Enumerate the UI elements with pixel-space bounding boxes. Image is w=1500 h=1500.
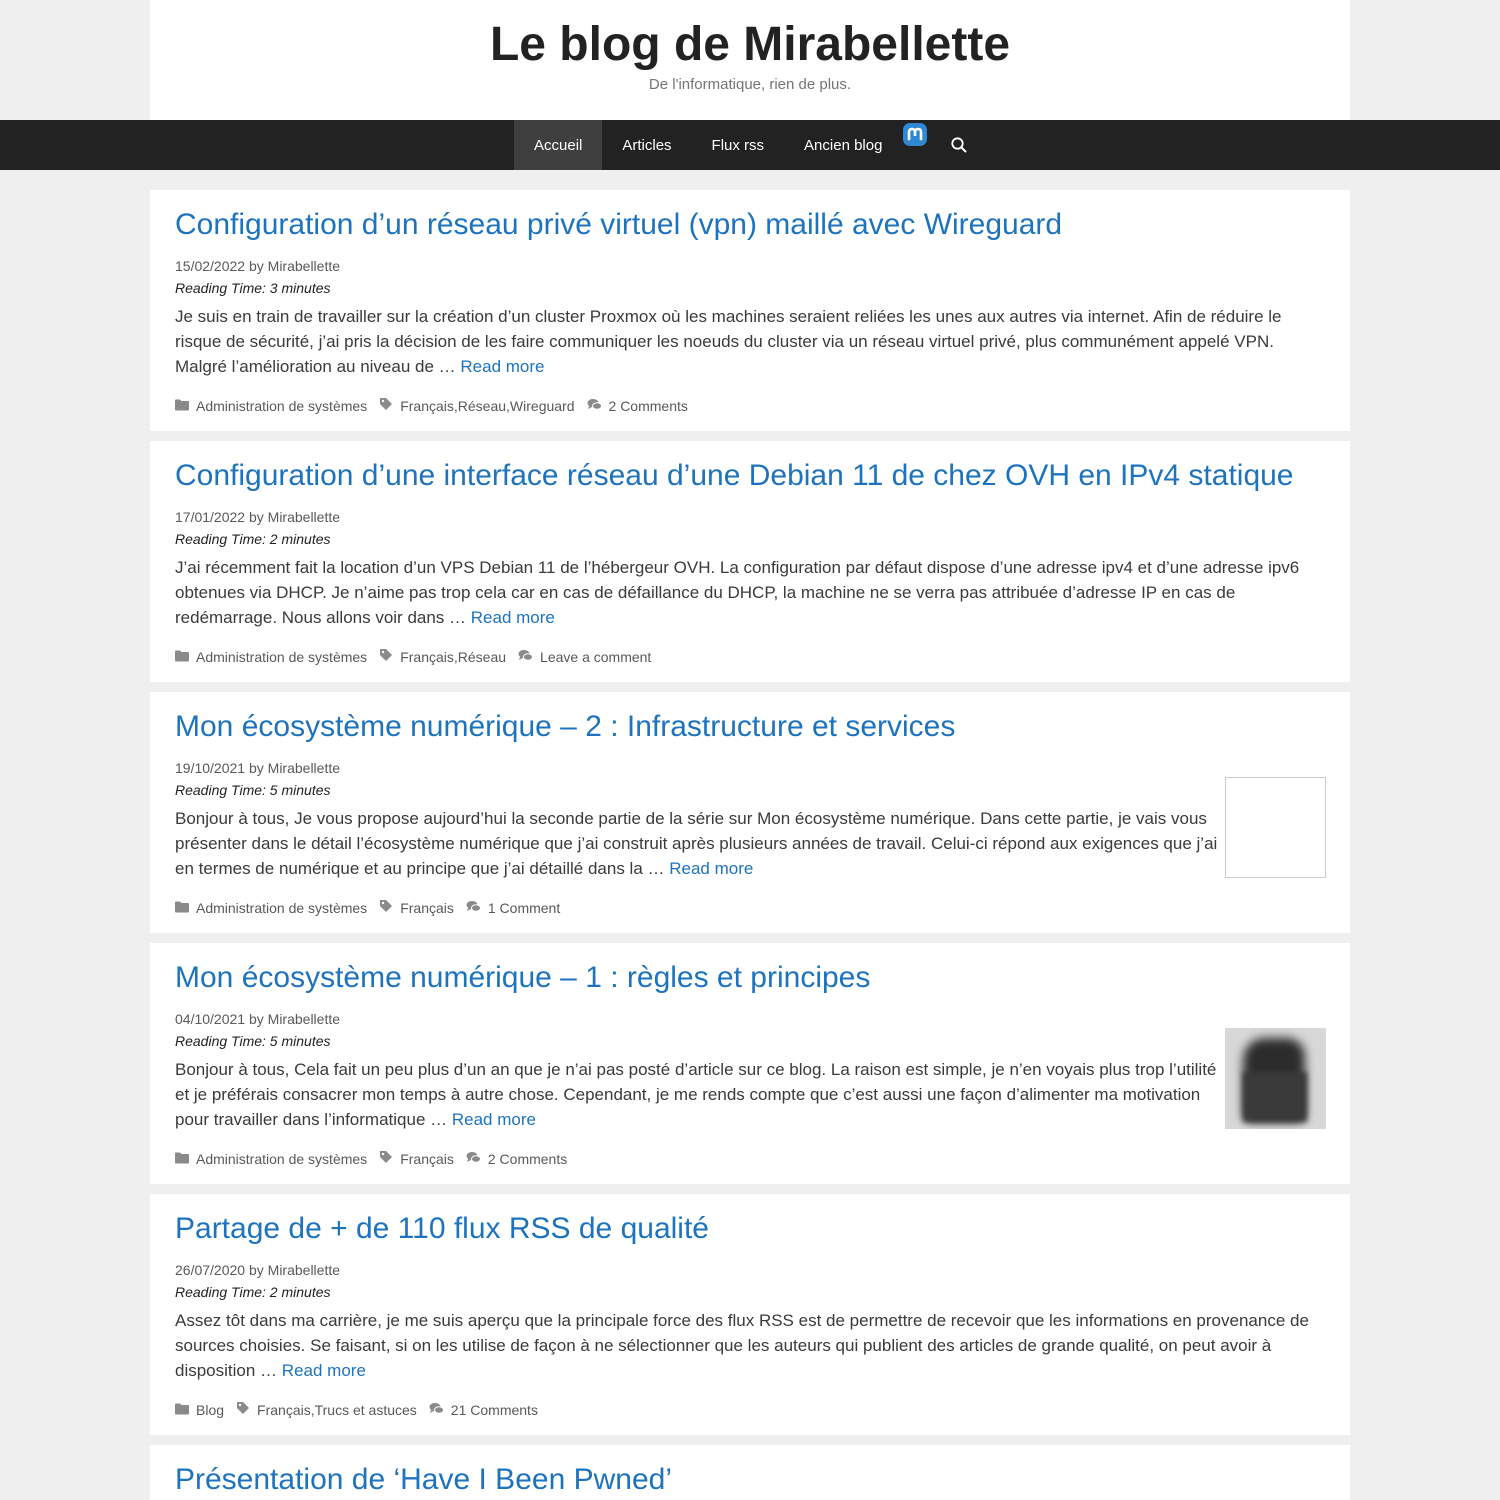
post-tags: Français , Réseau , Wireguard bbox=[379, 397, 574, 414]
post-footer bbox=[175, 397, 1325, 414]
comments-icon bbox=[466, 900, 488, 916]
site-description: De l'informatique, rien de plus. bbox=[648, 76, 852, 93]
post-category-link[interactable]: Administration de systèmes bbox=[196, 648, 368, 665]
post-footer bbox=[175, 1401, 1325, 1418]
post-author-link[interactable]: Mirabellette bbox=[267, 1011, 341, 1027]
folder-icon bbox=[175, 398, 196, 414]
posts-list bbox=[150, 190, 1350, 1500]
nav-item-ancien-blog[interactable]: Ancien blog bbox=[804, 136, 883, 154]
post-thumbnail[interactable] bbox=[1225, 1028, 1326, 1129]
post-meta bbox=[175, 258, 1325, 275]
post-tags bbox=[379, 899, 454, 916]
post-comments bbox=[429, 1402, 538, 1418]
post-title-link[interactable]: Configuration d’un réseau privé virtuel (vpn) maillé avec Wireguard bbox=[175, 208, 1063, 241]
post-category bbox=[175, 398, 367, 414]
reading-time: Reading Time: 5 minutes bbox=[175, 782, 331, 798]
post-footer bbox=[175, 648, 1325, 665]
tag-icon bbox=[379, 397, 400, 414]
post-title-link[interactable]: Mon écosystème numérique – 1 : règles et principes bbox=[175, 961, 871, 994]
post-meta bbox=[175, 509, 1325, 526]
post-category bbox=[175, 1402, 224, 1418]
post-category bbox=[175, 649, 367, 665]
post-excerpt bbox=[175, 1308, 1325, 1383]
reading-time: Reading Time: 2 minutes bbox=[175, 531, 331, 547]
post-tag-link[interactable]: Français bbox=[400, 648, 454, 665]
post-excerpt bbox=[175, 555, 1325, 630]
post-date[interactable]: 19/10/2021 bbox=[175, 760, 246, 776]
comments-icon bbox=[518, 649, 540, 665]
post-comments-link[interactable]: 2 Comments bbox=[608, 397, 688, 414]
comments-icon bbox=[466, 1151, 488, 1167]
post-category-link[interactable]: Administration de systèmes bbox=[196, 1150, 368, 1167]
read-more-link[interactable]: Read more bbox=[669, 859, 754, 878]
post-excerpt-text: Bonjour à tous, Cela fait un peu plus d’un an que je n’ai pas posté d’article sur ce blog. La raison est simple, je n’en voyais plus trop l’utilité et je préférais consacrer mon temps à autre chose. Cependant, je me rends compte que c’est aussi une façon d’alimenter ma motivation pour travailler dans l’informatique … bbox=[175, 1060, 1217, 1129]
nav-item-accueil[interactable]: Accueil bbox=[514, 120, 602, 170]
post-author-link[interactable]: Mirabellette bbox=[267, 509, 341, 525]
post-category bbox=[175, 900, 367, 916]
post-tag-link[interactable]: Réseau bbox=[457, 648, 507, 665]
folder-icon bbox=[175, 1151, 196, 1167]
reading-time: Reading Time: 5 minutes bbox=[175, 1033, 331, 1049]
folder-icon bbox=[175, 1402, 196, 1418]
post-category-link[interactable]: Administration de systèmes bbox=[196, 397, 368, 414]
post-meta bbox=[175, 760, 1325, 777]
post-tag-link[interactable]: Réseau bbox=[457, 397, 507, 414]
post-comments-link[interactable]: 1 Comment bbox=[487, 899, 561, 916]
tag-icon bbox=[379, 899, 400, 916]
post-by: by bbox=[248, 760, 264, 776]
read-more-link[interactable]: Read more bbox=[451, 1110, 536, 1129]
post-excerpt bbox=[175, 1057, 1220, 1132]
post-comments-link[interactable]: 2 Comments bbox=[487, 1150, 568, 1167]
search-icon[interactable] bbox=[938, 120, 980, 170]
post-card bbox=[150, 1194, 1350, 1435]
post-author-link[interactable]: Mirabellette bbox=[267, 1262, 341, 1278]
post-category-link[interactable]: Administration de systèmes bbox=[196, 899, 368, 916]
post-tag-link[interactable]: Français bbox=[400, 899, 454, 916]
post-excerpt bbox=[175, 304, 1325, 379]
post-card bbox=[150, 943, 1350, 1184]
post-card bbox=[150, 692, 1350, 933]
post-excerpt-text: J’ai récemment fait la location d’un VPS Debian 11 de l’hébergeur OVH. La configuration par défaut dispose d’une adresse ipv4 et d’une adresse ipv6 obtenues via DHCP. Je n’aime pas trop cela car en cas de défaillance du DHCP, la machine ne se verra pas attribuée d’adresse IP en cas de redémarrage. Nous allons voir dans … bbox=[175, 558, 1300, 627]
post-date[interactable]: 04/10/2021 bbox=[175, 1011, 246, 1027]
comments-icon bbox=[429, 1402, 451, 1418]
site-title[interactable]: Le blog de Mirabellette bbox=[489, 18, 1011, 71]
post-comments-link[interactable]: Leave a comment bbox=[540, 648, 652, 665]
post-meta bbox=[175, 1011, 1325, 1028]
tag-icon bbox=[236, 1401, 257, 1418]
post-excerpt-text: Je suis en train de travailler sur la création d’un cluster Proxmox où les machines seraient reliées les unes aux autres via internet. Afin de réduire le risque de sécurité, j’ai pris la décision de les faire communiquer les noeuds du cluster via un réseau virtuel privé, plus communément appelé VPN. Malgré l’amélioration au niveau de … bbox=[175, 307, 1282, 376]
post-card bbox=[150, 190, 1350, 431]
post-comments bbox=[587, 398, 688, 414]
post-date[interactable]: 17/01/2022 bbox=[175, 509, 246, 525]
post-footer bbox=[175, 899, 1325, 916]
post-title-link[interactable]: Configuration d’une interface réseau d’une Debian 11 de chez OVH en IPv4 statique bbox=[175, 459, 1294, 492]
post-tag-link[interactable]: Français bbox=[400, 1150, 454, 1167]
read-more-link[interactable]: Read more bbox=[460, 357, 545, 376]
post-author-link[interactable]: Mirabellette bbox=[267, 760, 341, 776]
tag-icon bbox=[379, 1150, 400, 1167]
post-comments-link[interactable]: 21 Comments bbox=[450, 1401, 538, 1418]
post-category-link[interactable]: Blog bbox=[196, 1401, 225, 1418]
post-by: by bbox=[248, 1011, 264, 1027]
post-tags: Français , Trucs et astuces bbox=[236, 1401, 417, 1418]
post-by: by bbox=[248, 509, 264, 525]
post-meta bbox=[175, 1262, 1325, 1279]
comments-icon bbox=[587, 398, 609, 414]
post-tag-link[interactable]: Trucs et astuces bbox=[314, 1401, 417, 1418]
post-by: by bbox=[248, 258, 264, 274]
folder-icon bbox=[175, 900, 196, 916]
post-author-link[interactable]: Mirabellette bbox=[267, 258, 341, 274]
folder-icon bbox=[175, 649, 196, 665]
reading-time: Reading Time: 3 minutes bbox=[175, 280, 331, 296]
post-tags bbox=[379, 1150, 454, 1167]
post-comments bbox=[466, 900, 560, 916]
post-excerpt-text: Bonjour à tous, Je vous propose aujourd’hui la seconde partie de la série sur Mon écosystème numérique. Dans cette partie, je vais vous présenter dans le détail l’écosystème numérique que j’ai construit après plusieurs années de travail. Celui-ci répond aux exigences que j’ai en termes de numérique et au principe que j’ai détaillé dans la … bbox=[175, 809, 1218, 878]
post-date[interactable]: 15/02/2022 bbox=[175, 258, 246, 274]
post-comments bbox=[518, 649, 651, 665]
post-tag-link[interactable]: Français bbox=[257, 1401, 311, 1418]
post-title-link[interactable]: Mon écosystème numérique – 2 : Infrastructure et services bbox=[175, 710, 956, 743]
post-excerpt bbox=[175, 806, 1220, 881]
post-title-link[interactable]: Partage de + de 110 flux RSS de qualité bbox=[175, 1212, 709, 1245]
nav-item-articles[interactable]: Articles bbox=[622, 136, 672, 154]
post-comments bbox=[466, 1151, 567, 1167]
read-more-link[interactable]: Read more bbox=[281, 1361, 366, 1380]
nav-item-flux-rss[interactable]: Flux rss bbox=[711, 136, 765, 154]
post-category bbox=[175, 1151, 367, 1167]
post-tag-link[interactable]: Wireguard bbox=[509, 397, 575, 414]
reading-time: Reading Time: 2 minutes bbox=[175, 1284, 331, 1300]
read-more-link[interactable]: Read more bbox=[470, 608, 555, 627]
post-tags: Français , Réseau bbox=[379, 648, 506, 665]
post-footer bbox=[175, 1150, 1325, 1167]
post-by: by bbox=[248, 1262, 264, 1278]
post-card bbox=[150, 1445, 1350, 1500]
site-header bbox=[150, 0, 1350, 120]
post-tag-link[interactable]: Français bbox=[400, 397, 454, 414]
tag-icon bbox=[379, 648, 400, 665]
post-date[interactable]: 26/07/2020 bbox=[175, 1262, 246, 1278]
post-card bbox=[150, 441, 1350, 682]
mastodon-icon[interactable] bbox=[902, 122, 928, 148]
main-navigation bbox=[0, 120, 1500, 170]
post-title-link[interactable]: Présentation de ‘Have I Been Pwned’ bbox=[175, 1463, 672, 1496]
post-thumbnail[interactable] bbox=[1225, 777, 1326, 878]
post-excerpt-text: Assez tôt dans ma carrière, je me suis aperçu que la principale force des flux RSS est de permettre de recevoir que les informations en provenance de sources choisies. Se faisant, si on les utilise de façon à ne sélectionner que les auteurs qui publient des articles de grande qualité, on peut avoir à disposition … bbox=[175, 1311, 1309, 1380]
